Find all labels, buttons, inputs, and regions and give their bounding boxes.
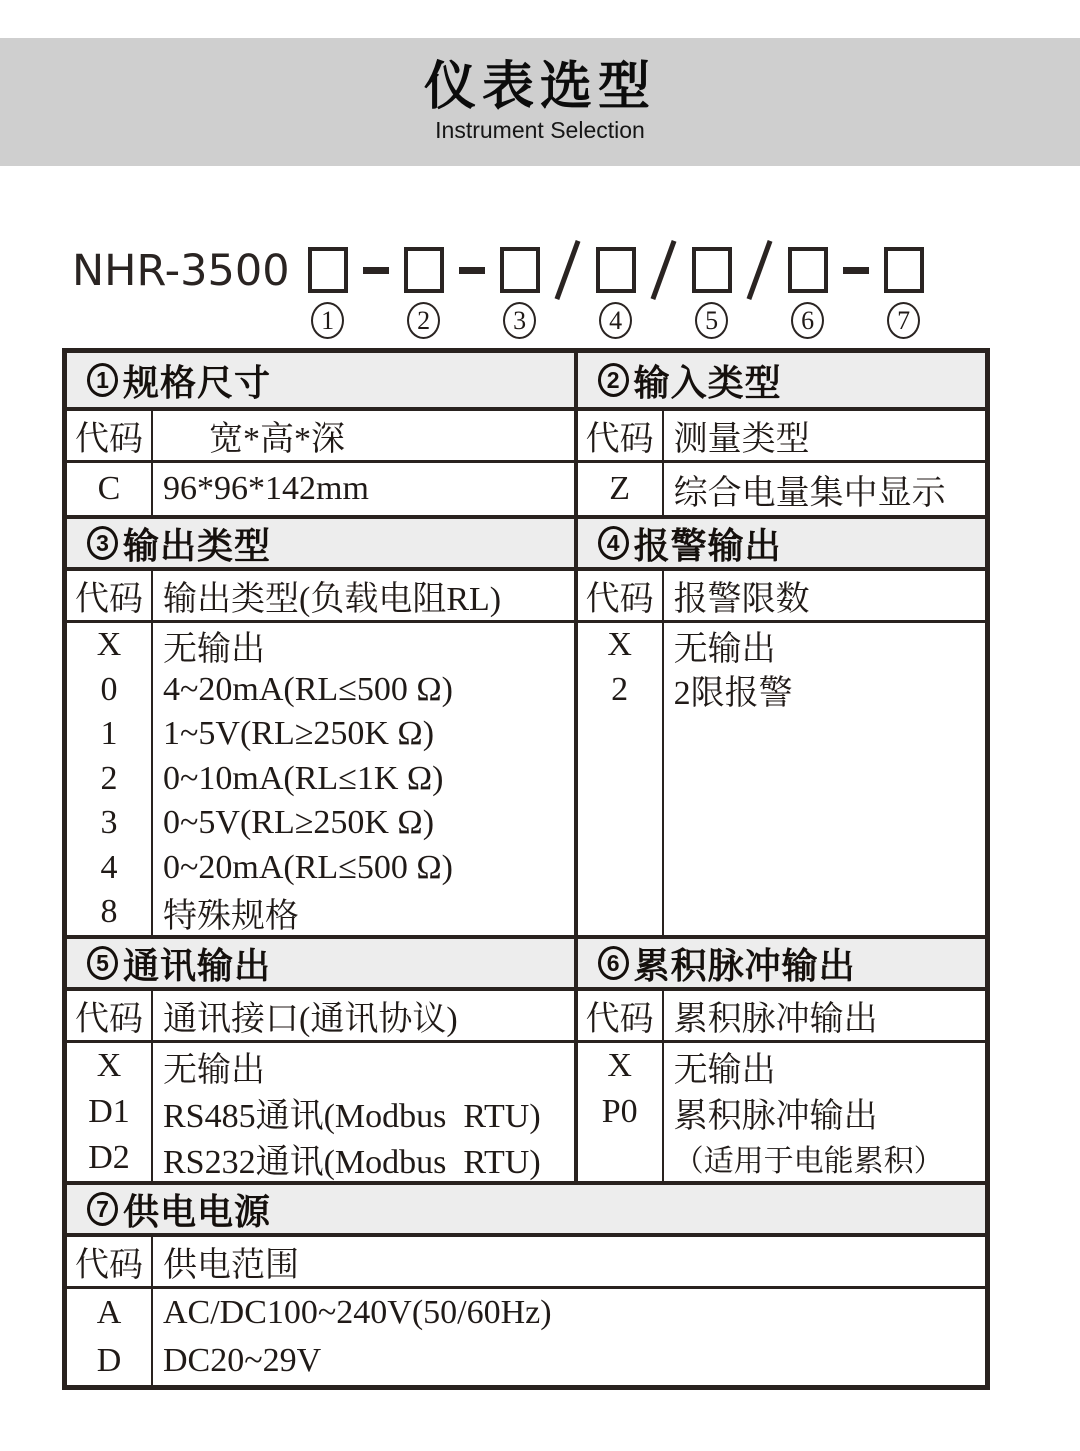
- model-separator-slash: [636, 247, 692, 293]
- code-cell: X: [607, 626, 632, 664]
- section-power-supply: [67, 1181, 985, 1385]
- model-box-2: [404, 247, 444, 293]
- section-number: 3: [96, 529, 109, 556]
- desc-cell: 0~10mA(RL≤1K Ω): [163, 759, 444, 797]
- section-header: [578, 935, 985, 991]
- section-data: [67, 1043, 574, 1181]
- section-number: 5: [96, 949, 109, 976]
- section-number: 1: [96, 366, 109, 393]
- code-column: [578, 623, 664, 935]
- model-position-number: 5: [705, 305, 719, 335]
- circled-number-3: [503, 302, 536, 339]
- desc-cell: 0~5V(RL≥250K Ω): [163, 804, 435, 842]
- section-title: 输入类型: [633, 361, 782, 403]
- circled-number-icon: [87, 363, 118, 397]
- column-header-row: [578, 411, 985, 463]
- desc-cell: 1~5V(RL≥250K Ω): [163, 715, 435, 753]
- model-position-6: [788, 247, 828, 339]
- desc-column: [153, 1289, 985, 1385]
- code-cell: 2: [100, 759, 118, 797]
- code-cell: 3: [100, 804, 118, 842]
- circled-number-icon: [598, 946, 629, 980]
- section-title: 累积脉冲输出: [633, 944, 856, 986]
- section-pulse-output: [578, 935, 985, 1181]
- section-number: 2: [606, 366, 620, 393]
- section-header: [578, 353, 985, 411]
- code-column-header: 代码: [578, 991, 664, 1040]
- code-cell: X: [96, 626, 122, 664]
- desc-column: [664, 463, 985, 515]
- code-cell: X: [607, 1047, 632, 1084]
- code-column: [67, 623, 153, 935]
- section-output-type: [67, 515, 578, 935]
- code-cell: Z: [609, 470, 631, 507]
- selection-table: [62, 348, 990, 1390]
- circled-number-icon: [87, 1192, 118, 1226]
- circled-number-4: [599, 302, 632, 339]
- model-position-number: 1: [321, 305, 335, 335]
- code-cell: 0: [100, 670, 118, 708]
- slash-icon: [651, 240, 677, 300]
- page-title: 仪表选型: [423, 58, 656, 117]
- section-data: [578, 1043, 985, 1181]
- circled-number-icon: [598, 526, 629, 560]
- model-box-4: [596, 247, 636, 293]
- model-position-5: [692, 247, 732, 339]
- desc-cell: 2限报警: [673, 675, 793, 713]
- code-cell: D: [96, 1342, 122, 1379]
- circled-number-icon: [87, 526, 118, 560]
- column-header-row: [578, 571, 985, 623]
- model-position-4: [596, 247, 636, 339]
- circled-number-icon: [87, 946, 118, 980]
- code-cell: 4: [100, 848, 118, 886]
- code-column: [67, 463, 153, 515]
- model-position-1: [308, 247, 348, 339]
- section-header: [67, 353, 574, 411]
- desc-column-header: 累积脉冲输出: [673, 1001, 878, 1038]
- section-number: 7: [96, 1195, 109, 1222]
- model-prefix: NHR-3500: [72, 246, 290, 296]
- code-column-header: 代码: [67, 991, 153, 1040]
- code-cell: D2: [88, 1139, 130, 1176]
- model-position-7: [884, 247, 924, 339]
- section-title: 规格尺寸: [123, 361, 272, 403]
- model-box-7: [884, 247, 924, 293]
- code-cell: A: [96, 1294, 122, 1331]
- section-input-type: [578, 353, 985, 515]
- desc-column-header: 宽*高*深: [209, 421, 345, 458]
- code-column-header: 代码: [67, 411, 153, 460]
- model-box-6: [788, 247, 828, 293]
- code-cell: 2: [611, 670, 629, 708]
- table-row-pair-5-6: [67, 935, 985, 1181]
- section-header: [578, 515, 985, 571]
- desc-cell: （适用于电能累积）: [673, 1145, 944, 1178]
- section-number: 6: [606, 949, 620, 976]
- code-cell: 8: [100, 893, 118, 931]
- desc-cell: DC20~29V: [163, 1342, 322, 1379]
- code-column: [578, 463, 664, 515]
- model-position-number: 7: [897, 305, 911, 335]
- model-box-1: [308, 247, 348, 293]
- model-position-2: [404, 247, 444, 339]
- circled-number-1: [311, 302, 344, 339]
- model-separator-dash: [828, 247, 884, 293]
- code-column-header: 代码: [578, 411, 664, 460]
- desc-cell: RS485通讯(Modbus RTU): [163, 1097, 541, 1135]
- column-header-row: [67, 571, 574, 623]
- column-header-row: [67, 991, 574, 1043]
- column-header-row: [67, 411, 574, 463]
- circled-number-6: [791, 302, 824, 339]
- dash-icon: [363, 267, 389, 274]
- desc-cell: 96*96*142mm: [163, 470, 369, 507]
- dash-icon: [843, 267, 869, 274]
- desc-cell: 4~20mA(RL≤500 Ω): [163, 670, 453, 708]
- section-data: [578, 463, 985, 515]
- code-column-header: 代码: [578, 571, 664, 620]
- model-position-number: 6: [801, 305, 815, 335]
- column-header-row: [67, 1237, 985, 1289]
- desc-cell: 综合电量集中显示: [673, 474, 946, 512]
- section-data: [578, 623, 985, 935]
- circled-number-icon: [598, 363, 629, 397]
- code-cell: 1: [100, 715, 118, 753]
- table-row-pair-1-2: [67, 353, 985, 515]
- desc-cell: 无输出: [163, 1051, 265, 1089]
- section-alarm-output: [578, 515, 985, 935]
- section-number: 4: [606, 529, 620, 556]
- desc-column-header: 输出类型(负载电阻RL): [163, 581, 502, 618]
- model-position-number: 3: [513, 305, 527, 335]
- section-title: 报警输出: [633, 524, 782, 566]
- circled-number-2: [407, 302, 440, 339]
- code-cell: P0: [601, 1093, 638, 1130]
- section-data: [67, 623, 574, 935]
- desc-column-header: 通讯接口(通讯协议): [163, 1001, 458, 1038]
- code-column: [67, 1289, 153, 1385]
- desc-cell: RS232通讯(Modbus RTU): [163, 1143, 541, 1181]
- section-comm-output: [67, 935, 578, 1181]
- section-header: [67, 935, 574, 991]
- model-code-line: [72, 247, 924, 339]
- section-header: [67, 1181, 985, 1237]
- model-position-number: 2: [417, 305, 431, 335]
- desc-column-header: 测量类型: [673, 421, 810, 458]
- code-column-header: 代码: [67, 571, 153, 620]
- model-separator-dash: [348, 247, 404, 293]
- section-data: [67, 1289, 985, 1385]
- section-data: [67, 463, 574, 515]
- model-separator-dash: [444, 247, 500, 293]
- circled-number-7: [887, 302, 920, 339]
- desc-column: [664, 1043, 985, 1181]
- code-column: [67, 1043, 153, 1181]
- section-title: 输出类型: [123, 524, 272, 566]
- model-separator-slash: [732, 247, 788, 293]
- circled-number-5: [695, 302, 728, 339]
- desc-cell: 特殊规格: [163, 897, 299, 935]
- desc-cell: 无输出: [163, 630, 265, 668]
- desc-column: [153, 623, 574, 935]
- model-box-5: [692, 247, 732, 293]
- desc-column-header: 报警限数: [673, 581, 810, 618]
- model-box-3: [500, 247, 540, 293]
- desc-column: [664, 623, 985, 935]
- dash-icon: [459, 267, 485, 274]
- desc-column: [153, 463, 574, 515]
- page-subtitle: Instrument Selection: [435, 116, 645, 143]
- page-banner: [0, 38, 1080, 166]
- table-row-pair-3-4: [67, 515, 985, 935]
- code-cell: C: [97, 470, 121, 507]
- code-cell: [578, 1135, 662, 1181]
- model-position-3: [500, 247, 540, 339]
- model-separator-slash: [540, 247, 596, 293]
- section-spec-size: [67, 353, 578, 515]
- desc-cell: 无输出: [673, 630, 776, 668]
- desc-cell: 累积脉冲输出: [673, 1097, 878, 1135]
- column-header-row: [578, 991, 985, 1043]
- slash-icon: [747, 240, 773, 300]
- code-cell: X: [96, 1047, 122, 1084]
- code-column-header: 代码: [67, 1237, 153, 1286]
- desc-cell: 0~20mA(RL≤500 Ω): [163, 848, 453, 886]
- slash-icon: [555, 240, 581, 300]
- model-position-number: 4: [609, 305, 623, 335]
- code-cell: D1: [88, 1093, 130, 1130]
- desc-column: [153, 1043, 574, 1181]
- section-title: 通讯输出: [123, 944, 272, 986]
- desc-cell: AC/DC100~240V(50/60Hz): [163, 1294, 552, 1331]
- desc-cell: 无输出: [673, 1051, 776, 1089]
- section-header: [67, 515, 574, 571]
- section-title: 供电电源: [123, 1190, 272, 1232]
- code-column: [578, 1043, 664, 1181]
- desc-column-header: 供电范围: [163, 1247, 299, 1284]
